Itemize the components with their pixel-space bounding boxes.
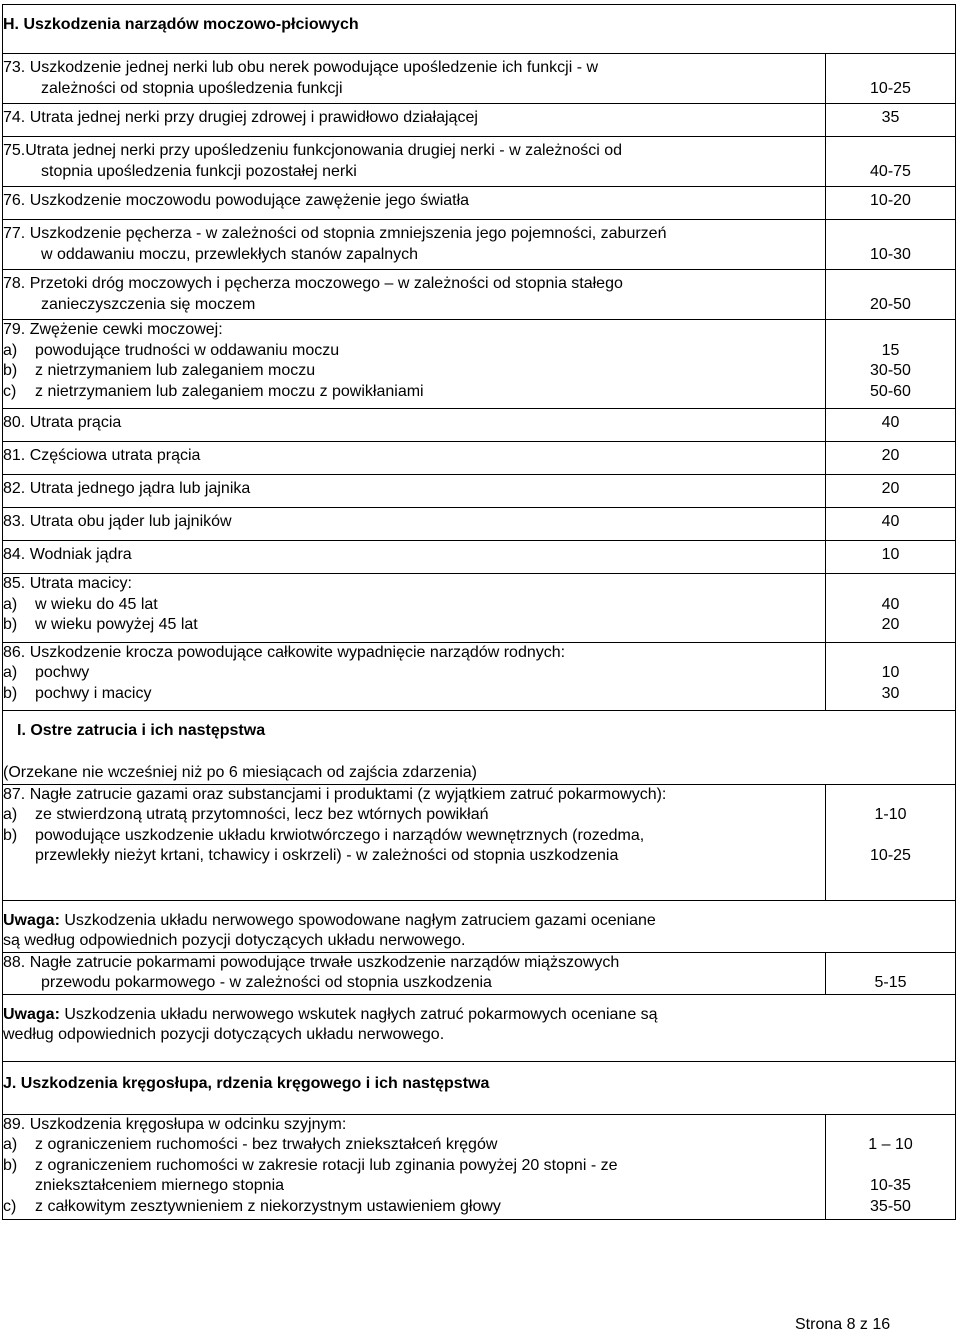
- sub-item-label: a): [3, 595, 18, 613]
- item-line: zanieczyszczenia się moczem: [41, 295, 256, 313]
- item-87-a-label: a): [3, 806, 18, 823]
- sub-item-text: powodujące trudności w oddawaniu moczu: [35, 341, 340, 359]
- uwaga-1-line1: Uszkodzenia układu nerwowego spowodowane nagłym zatruciem gazami oceniane: [59, 911, 656, 929]
- uwaga-1-label: Uwaga:: [3, 911, 60, 929]
- item-89-b-line2: zniekształceniem miernego stopnia: [35, 1177, 285, 1194]
- sub-item-text: z nietrzymaniem lub zaleganiem moczu: [35, 362, 316, 379]
- item-value: 20-50: [870, 295, 911, 313]
- table-row: [3, 220, 956, 270]
- section-h-header-row: [3, 5, 956, 54]
- item-line: 77. Uszkodzenie pęcherza - w zależności od stopnia zmniejszenia jego pojemności, zaburzeń: [3, 225, 667, 242]
- document-sheet: [2, 4, 956, 1220]
- sub-item-label: c): [3, 382, 17, 400]
- page-number: Strona 8 z 16: [795, 1316, 891, 1333]
- item-89-a-text: z ograniczeniem ruchomości - bez trwałych zniekształceń kręgów: [35, 1136, 498, 1153]
- item-value: 40: [881, 513, 900, 530]
- sub-item-label: a): [3, 664, 18, 681]
- item-value: 10-20: [870, 192, 911, 209]
- item-89-c-value: 35-50: [870, 1197, 911, 1215]
- item-value: 10-25: [870, 79, 911, 97]
- item-89-b-value: 10-35: [870, 1177, 911, 1194]
- sub-item-value: 20: [881, 616, 900, 633]
- table-row: [3, 137, 956, 187]
- item-88-line1: 88. Nagłe zatrucie pokarmami powodujące trwałe uszkodzenie narządów miąższowych: [3, 953, 620, 971]
- sub-item-text: z nietrzymaniem lub zaleganiem moczu z powikłaniami: [35, 382, 424, 400]
- table-row: [3, 187, 956, 220]
- sub-item-label: b): [3, 684, 18, 702]
- table-row: [3, 475, 956, 508]
- sub-item-value: 15: [881, 341, 900, 359]
- section-i-note: (Orzekane nie wcześniej niż po 6 miesiącach od zajścia zdarzenia): [3, 764, 477, 781]
- section-i-title-row: [3, 711, 956, 764]
- sub-item-value: 30: [881, 684, 900, 702]
- item-line: 74. Utrata jednej nerki przy drugiej zdrowej i prawidłowo działającej: [3, 109, 478, 126]
- item-87-b-value: 10-25: [870, 847, 911, 864]
- item-line: stopnia upośledzenia funkcji pozostałej nerki: [41, 162, 357, 180]
- item-89-c-text: z całkowitym zesztywnieniem z niekorzystnym ustawieniem głowy: [35, 1197, 501, 1215]
- sub-item-value: 10: [881, 664, 900, 681]
- item-89-a-label: a): [3, 1136, 18, 1153]
- item-line: 83. Utrata obu jąder lub jajników: [3, 513, 232, 530]
- item-line: 78. Przetoki dróg moczowych i pęcherza moczowego – w zależności od stopnia stałego: [3, 275, 623, 292]
- item-line: w oddawaniu moczu, przewlekłych stanów zapalnych: [41, 245, 419, 263]
- uwaga-2-line2: według odpowiednich pozycji dotyczących układu nerwowego.: [3, 1026, 445, 1043]
- table-row: [3, 270, 956, 320]
- item-line: 84. Wodniak jądra: [3, 546, 132, 563]
- item-heading: 79. Zwężenie cewki moczowej:: [3, 321, 223, 338]
- item-88-value: 5-15: [874, 974, 907, 991]
- item-87-a-text: ze stwierdzoną utratą przytomności, lecz bez wtórnych powikłań: [35, 806, 489, 823]
- item-87-row: [3, 784, 956, 900]
- item-value: 40-75: [870, 162, 911, 180]
- table-row: [3, 442, 956, 475]
- table-row: [3, 104, 956, 137]
- item-line: 75.Utrata jednej nerki przy upośledzeniu funkcjonowania drugiej nerki - w zależności od: [3, 142, 623, 159]
- sub-item-text: pochwy: [35, 664, 90, 681]
- item-line: 80. Utrata prącia: [3, 414, 122, 431]
- sub-item-value: 50-60: [870, 382, 911, 400]
- item-line: 76. Uszkodzenie moczowodu powodujące zawężenie jego światła: [3, 192, 470, 209]
- section-j-title: J. Uszkodzenia kręgosłupa, rdzenia kręgowego i ich następstwa: [3, 1074, 490, 1092]
- item-88-row: [3, 952, 956, 994]
- uwaga-1-line2: są według odpowiednich pozycji dotyczących układu nerwowego.: [3, 932, 466, 949]
- uwaga-2-row: [3, 994, 956, 1061]
- item-heading: 86. Uszkodzenie krocza powodujące całkowite wypadnięcie narządów rodnych:: [3, 643, 566, 661]
- section-i-title: I. Ostre zatrucia i ich następstwa: [17, 722, 266, 739]
- item-value: 20: [881, 447, 900, 464]
- sub-item-label: b): [3, 362, 18, 379]
- sub-item-text: w wieku powyżej 45 lat: [35, 616, 198, 633]
- table-row: [3, 409, 956, 442]
- table-row: [3, 541, 956, 574]
- item-value: 20: [881, 480, 900, 497]
- injury-table: [2, 4, 956, 1220]
- item-89-b-line1: z ograniczeniem ruchomości w zakresie rotacji lub zginania powyżej 20 stopni - ze: [35, 1156, 618, 1174]
- item-line: 73. Uszkodzenie jednej nerki lub obu nerek powodujące upośledzenie ich funkcji - w: [3, 59, 599, 76]
- uwaga-2-label: Uwaga:: [3, 1005, 60, 1023]
- item-line: zależności od stopnia upośledzenia funkcji: [41, 79, 343, 97]
- item-89-heading: 89. Uszkodzenia kręgosłupa w odcinku szyjnym:: [3, 1115, 347, 1133]
- item-89-row: [3, 1114, 956, 1220]
- item-89-c-label: c): [3, 1197, 17, 1215]
- table-row: [3, 508, 956, 541]
- item-heading: 85. Utrata macicy:: [3, 575, 132, 592]
- table-row: [3, 320, 956, 409]
- item-88-line2: przewodu pokarmowego - w zależności od stopnia uszkodzenia: [41, 974, 492, 991]
- table-row: [3, 574, 956, 643]
- sub-item-label: a): [3, 341, 18, 359]
- item-87-b-line2: przewlekły nieżyt krtani, tchawicy i oskrzeli) - w zależności od stopnia uszkodzenia: [35, 847, 619, 864]
- item-value: 40: [881, 414, 900, 431]
- item-87-a-value: 1-10: [874, 806, 907, 823]
- item-value: 10-30: [870, 245, 911, 263]
- table-row: [3, 54, 956, 104]
- sub-item-value: 30-50: [870, 362, 911, 379]
- uwaga-1-row: [3, 900, 956, 952]
- section-i-note-row: [3, 763, 956, 784]
- item-line: 81. Częściowa utrata prącia: [3, 447, 201, 464]
- sub-item-text: pochwy i macicy: [35, 684, 152, 702]
- section-h-title: H. Uszkodzenia narządów moczowo-płciowych: [3, 16, 359, 33]
- item-87-b-label: b): [3, 826, 18, 844]
- section-j-title-row: [3, 1061, 956, 1114]
- item-87-b-line1: powodujące uszkodzenie układu krwiotwórczego i narządów wewnętrznych (rozedma,: [35, 826, 645, 844]
- sub-item-label: b): [3, 616, 18, 633]
- sub-item-text: w wieku do 45 lat: [35, 595, 158, 613]
- item-89-b-label: b): [3, 1156, 18, 1174]
- item-value: 35: [881, 109, 900, 126]
- sub-item-value: 40: [881, 595, 900, 613]
- item-89-a-value: 1 – 10: [868, 1136, 913, 1153]
- item-87-heading: 87. Nagłe zatrucie gazami oraz substancjami i produktami (z wyjątkiem zatruć pokarmowych):: [3, 785, 667, 803]
- uwaga-2-line1: Uszkodzenia układu nerwowego wskutek nagłych zatruć pokarmowych oceniane są: [59, 1005, 658, 1023]
- item-value: 10: [881, 546, 900, 563]
- table-row: [3, 642, 956, 711]
- item-line: 82. Utrata jednego jądra lub jajnika: [3, 480, 251, 497]
